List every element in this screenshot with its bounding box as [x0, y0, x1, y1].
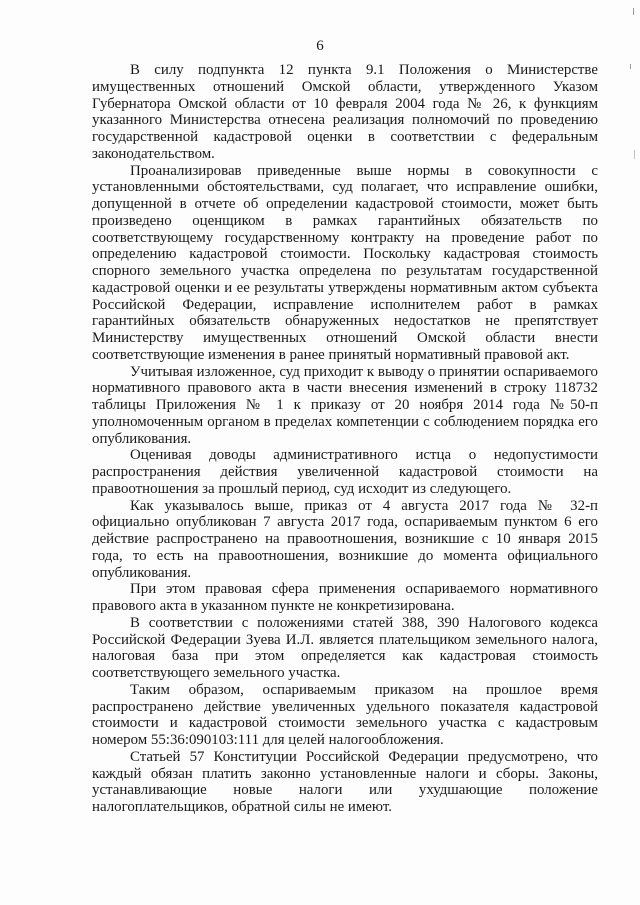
paragraph: Статьей 57 Конституции Российской Федерации предусмотрено, что каждый обязан платить законно установленные налоги и сборы. Законы, устанавливающие новые налоги или ухудшающие положение налогоплательщиков, обратной силы не имеют.: [92, 748, 598, 815]
paragraph: Как указывалось выше, приказ от 4 августа 2017 года № 32-п официально опубликован 7 августа 2017 года, оспариваемым пунктом 6 его действие распространено на правоотношения, возникшие с 10 января 2015 года, то есть на правоотношения, возникшие до момента официального опубликования.: [92, 497, 598, 581]
paragraph: В соответствии с положениями статей 388, 390 Налогового кодекса Российской Федерации Зуева И.Л. является плательщиком земельного налога, налоговая база при этом определяется как кадастровая стоимость соответствующего земельного участка.: [92, 614, 598, 681]
paragraph: В силу подпункта 12 пункта 9.1 Положения о Министерстве имущественных отношений Омской области, утвержденного Указом Губернатора Омской области от 10 февраля 2004 года № 26, к функциям указанного Министерства отнесена реализация полномочий по проведению государственной кадастровой оценки в соответствии с федеральным законодательством.: [92, 62, 598, 162]
page-number: 6: [316, 38, 324, 54]
scan-edge-mark: [630, 64, 631, 69]
paragraph: При этом правовая сфера применения оспариваемого нормативного правового акта в указанном пункте не конкретизирована.: [92, 581, 598, 614]
paragraph: Учитывая изложенное, суд приходит к выводу о принятии оспариваемого нормативного правового акта в части внесения изменений в строку 118732 таблицы Приложения № 1 к приказу от 20 ноября 2014 года №50-п уполномоченным органом в пределах компетенции с соблюдением порядка его опубликования.: [92, 363, 598, 447]
paragraph: Оценивая доводы административного истца о недопустимости распространения действия увеличенной кадастровой стоимости на правоотношения за прошлый период, суд исходит из следующего.: [92, 447, 598, 497]
paragraph: Таким образом, оспариваемым приказом на прошлое время распространено действие увеличенных удельного показателя кадастровой стоимости и кадастровой стоимости земельного участка с кадастровым номером 55:36:090103:111 для целей налогообложения.: [92, 681, 598, 748]
scan-edge-mark: [633, 8, 634, 15]
scan-edge-mark: [634, 150, 635, 159]
document-body: [92, 62, 598, 816]
paragraph: Проанализировав приведенные выше нормы в совокупности с установленными обстоятельствами, суд полагает, что исправление ошибки, допущенной в отчете об определении кадастровой стоимости, может быть произведено оценщиком в рамках гарантийных обязательств по соответствующему государственному контракту на проведение работ по определению кадастровой стоимости. Поскольку кадастровая стоимость спорного земельного участка определена по результатам государственной кадастровой оценки и ее результаты утверждены нормативным актом субъекта Российской Федерации, исправление исполнителем работ в рамках гарантийных обязательств обнаруженных недостатков не препятствует Министерству имущественных отношений Омской области внести соответствующие изменения в ранее принятый нормативный правовой акт.: [92, 162, 598, 363]
